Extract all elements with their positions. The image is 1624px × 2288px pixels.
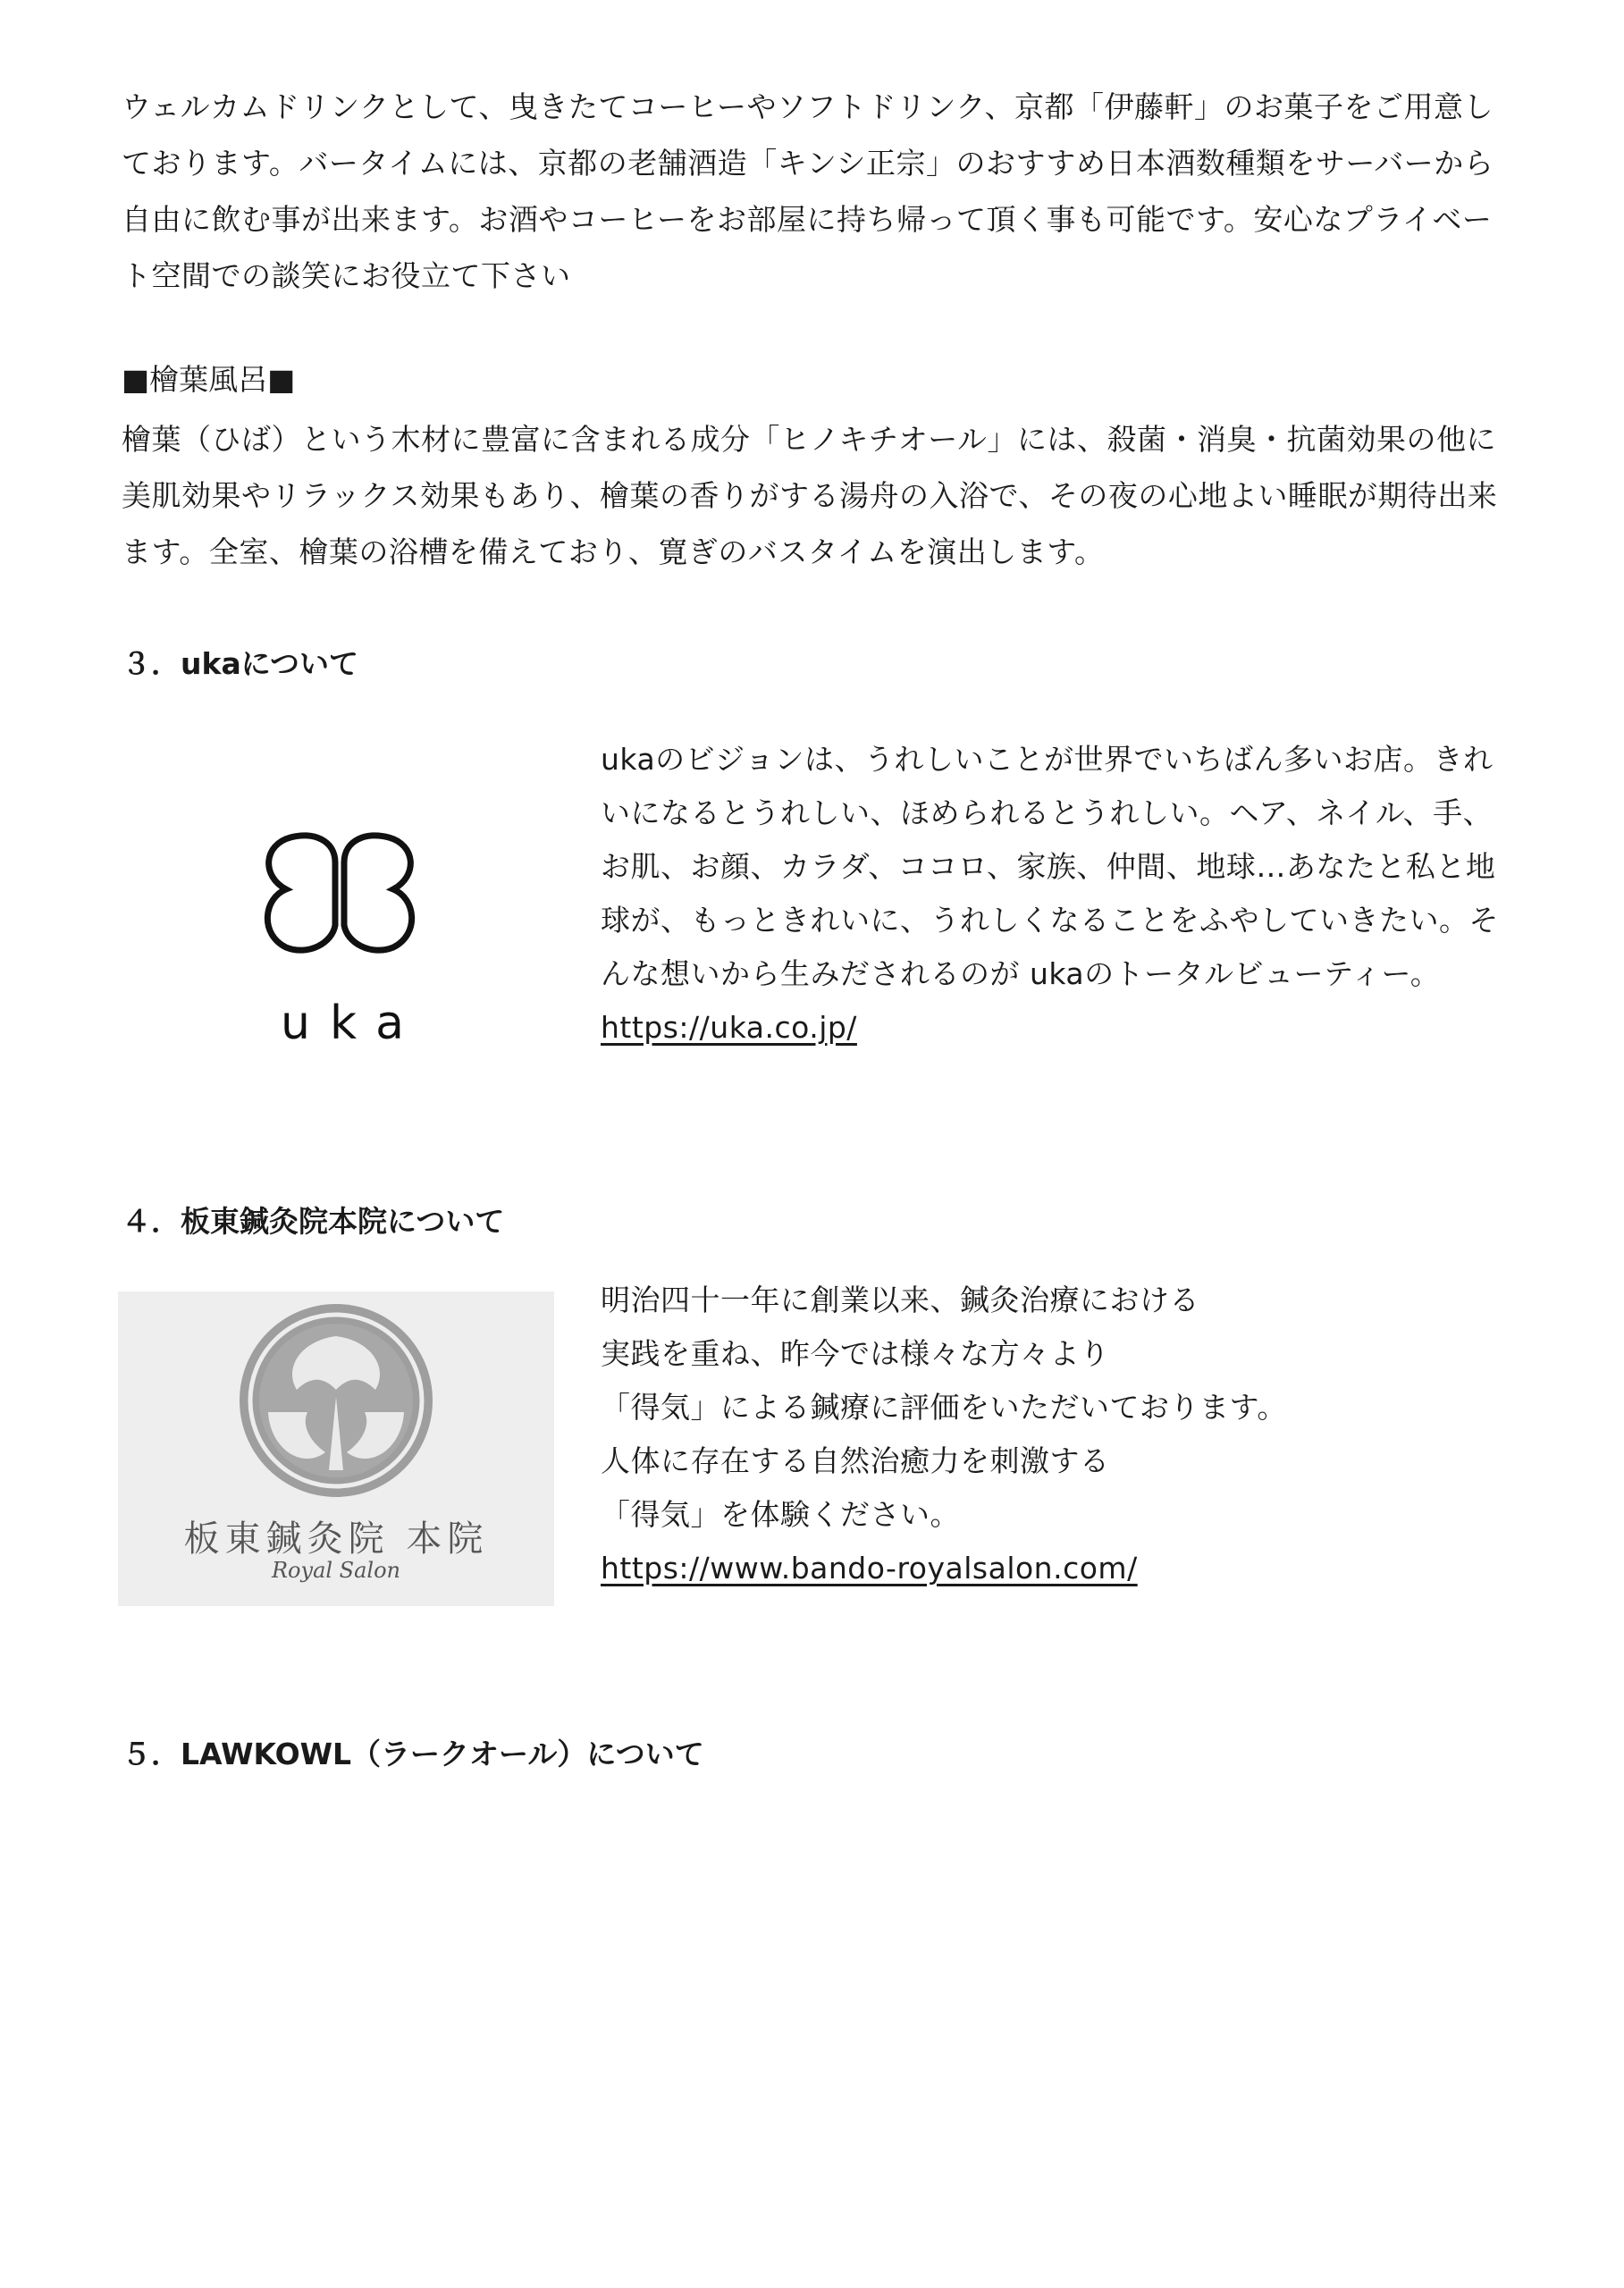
paragraph-line: ております。バータイムには、京都の老舗酒造「キンシ正宗」のおすすめ日本酒数種類をサーバーから: [122, 146, 1494, 181]
uka-wordmark: uka: [280, 997, 425, 1050]
paragraph-line: ウェルカムドリンクとして、曳きたてコーヒーやソフトドリンク、京都「伊藤軒」のお菓子をご用意し: [122, 89, 1494, 124]
paragraph-line: 美肌効果やリラックス効果もあり、檜葉の香りがする湯舟の入浴で、その夜の心地よい睡眠が期待出来: [122, 478, 1498, 513]
uka-description: [601, 733, 1499, 1055]
description-line: ukaのビジョンは、うれしいことが世界でいちばん多いお店。きれ: [601, 742, 1494, 777]
hiba-bath-paragraph: [122, 411, 1516, 580]
description-line: 「得気」を体験ください。: [601, 1497, 960, 1532]
uka-website-link[interactable]: https://uka.co.jp/: [601, 1010, 857, 1045]
paragraph-line: ト空間での談笑にお役立て下さい: [122, 258, 571, 293]
description-line: いになるとうれしい、ほめられるとうれしい。ヘア、ネイル、手、: [601, 795, 1494, 830]
bando-logo: [118, 1291, 554, 1606]
paragraph-line: 檜葉（ひば）という木材に豊富に含まれる成分「ヒノキチオール」には、殺菌・消臭・抗菌効果の他に: [122, 422, 1497, 457]
bando-crest-icon: [118, 1291, 554, 1506]
description-line: 明治四十一年に創業以来、鍼灸治療における: [601, 1283, 1199, 1317]
uka-butterfly-icon: [250, 827, 429, 988]
description-line: んな想いから生みだされるのが ukaのトータルビューティー。: [601, 956, 1441, 991]
section-heading-uka: ３．ukaについて: [122, 646, 359, 681]
section-heading-bando: ４．板東鍼灸院本院について: [122, 1204, 505, 1239]
bando-logo-name: 板東鍼灸院 本院: [183, 1518, 489, 1560]
description-line: お肌、お顔、カラダ、ココロ、家族、仲間、地球…あなたと私と地: [601, 849, 1496, 884]
bando-logo-subtitle: Royal Salon: [271, 1558, 401, 1583]
hiba-bath-heading: ■檜葉風呂■: [122, 362, 296, 397]
section-heading-lawkowl: ５．LAWKOWL（ラークオール）について: [122, 1737, 704, 1771]
paragraph-line: 自由に飲む事が出来ます。お酒やコーヒーをお部屋に持ち帰って頂く事も可能です。安心なプライベー: [122, 202, 1493, 237]
bando-website-link[interactable]: https://www.bando-royalsalon.com/: [601, 1551, 1138, 1586]
welcome-drink-paragraph: [122, 79, 1516, 304]
description-line: 「得気」による鍼療に評価をいただいております。: [601, 1390, 1287, 1425]
description-line: 実践を重ね、昨今では様々な方々より: [601, 1336, 1110, 1371]
paragraph-line: ます。全室、檜葉の浴槽を備えており、寛ぎのバスタイムを演出します。: [122, 534, 1105, 569]
description-line: 人体に存在する自然治癒力を刺激する: [601, 1443, 1110, 1478]
description-line: 球が、もっときれいに、うれしくなることをふやしていきたい。そ: [601, 903, 1499, 938]
bando-description: [601, 1274, 1287, 1595]
uka-logo: [250, 827, 429, 1050]
